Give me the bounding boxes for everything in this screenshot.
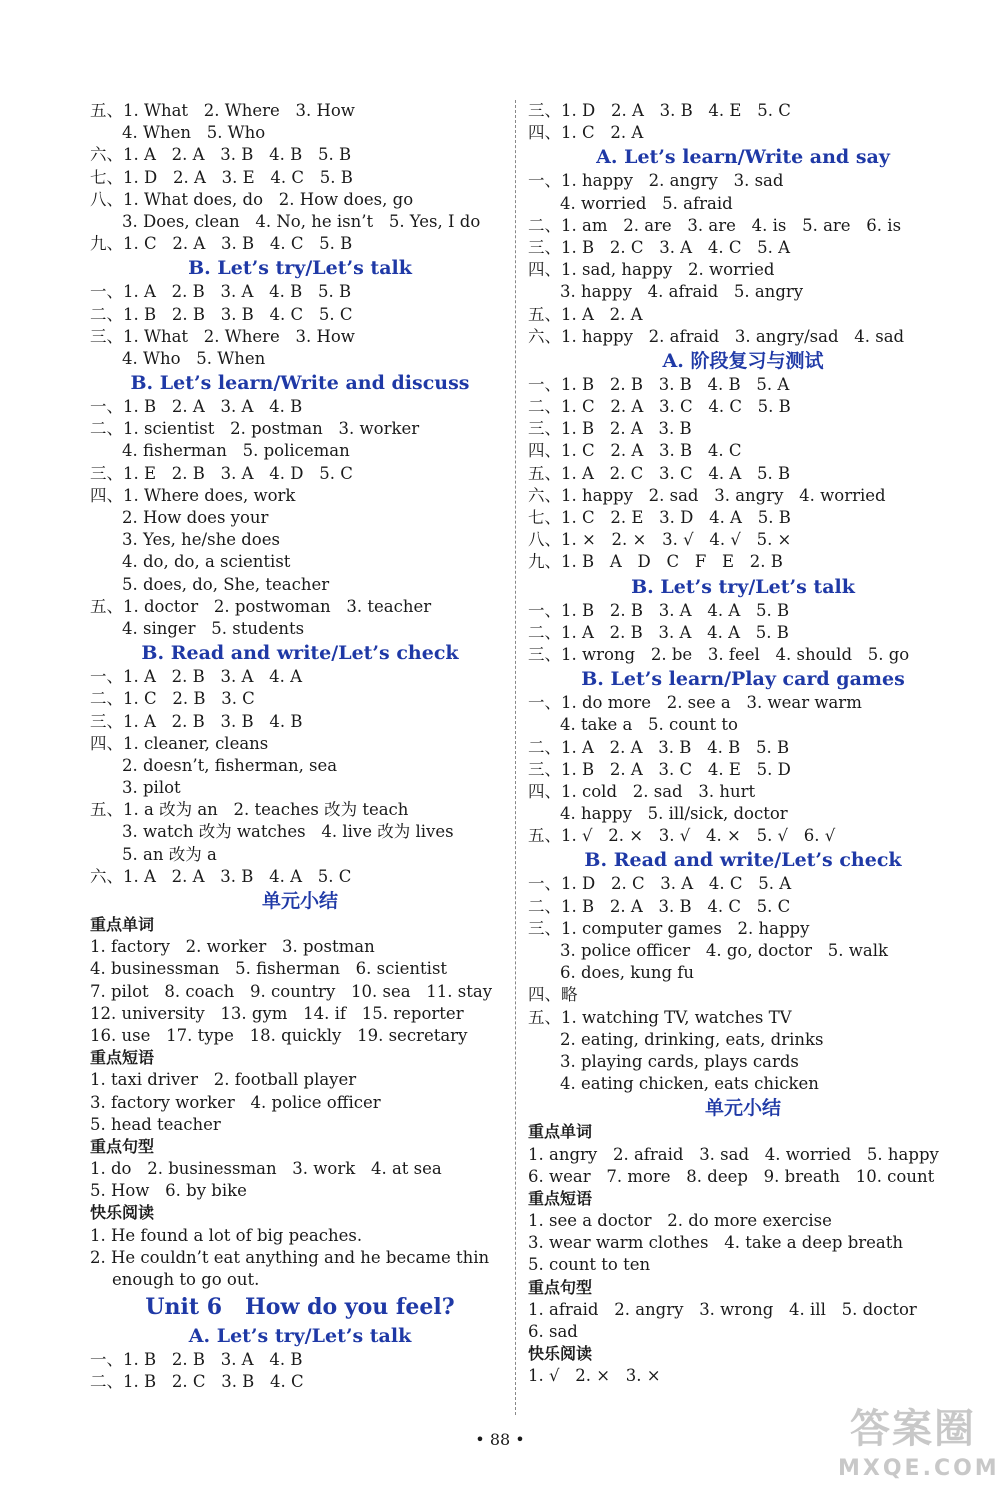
answer-line: 四、1. cleaner, cleans bbox=[90, 733, 269, 753]
answer-line: 三、1. B 2. C 3. A 4. C 5. A bbox=[528, 237, 791, 257]
section-heading: 单元小结 bbox=[704, 1097, 781, 1120]
subsection-label: 快乐阅读 bbox=[90, 1203, 155, 1223]
answer-line: 二、1. scientist 2. postman 3. worker bbox=[90, 419, 420, 439]
section-heading: A. 阶段复习与测试 bbox=[662, 349, 824, 372]
watermark-logo bbox=[838, 1403, 1000, 1498]
answer-line-continued: enough to go out. bbox=[112, 1270, 260, 1289]
answer-line-continued: 3. pilot bbox=[122, 778, 181, 798]
column-divider bbox=[515, 100, 516, 1415]
subsection-label: 快乐阅读 bbox=[528, 1344, 593, 1364]
answer-line-continued: 5. an 改为 a bbox=[122, 844, 217, 864]
subsection-label: 重点单词 bbox=[528, 1122, 593, 1142]
subsection-label: 重点短语 bbox=[90, 1048, 155, 1068]
answer-line: 二、1. B 2. B 3. B 4. C 5. C bbox=[90, 304, 353, 324]
answer-line: 四、1. sad, happy 2. worried bbox=[528, 260, 775, 280]
answer-line: 三、1. B 2. A 3. C 4. E 5. D bbox=[528, 759, 791, 779]
answer-line: 2. He couldn’t eat anything and he became thin bbox=[90, 1247, 490, 1267]
answer-line: 五、1. watching TV, watches TV bbox=[528, 1007, 792, 1027]
page-number: • 88 • bbox=[475, 1430, 525, 1449]
answer-line: 四、1. C 2. A 3. B 4. C bbox=[528, 441, 742, 461]
answer-line-continued: 2. eating, drinking, eats, drinks bbox=[560, 1029, 824, 1049]
answer-line-continued: 4. happy 5. ill/sick, doctor bbox=[560, 804, 788, 824]
answer-line-continued: 4. Who 5. When bbox=[122, 348, 266, 368]
answer-line: 1. afraid 2. angry 3. wrong 4. ill 5. doctor bbox=[528, 1299, 917, 1319]
answer-line: 五、1. doctor 2. postwoman 3. teacher bbox=[90, 596, 432, 616]
answer-line: 九、1. C 2. A 3. B 4. C 5. B bbox=[90, 234, 353, 254]
answer-line-continued: 3. watch 改为 watches 4. live 改为 lives bbox=[122, 822, 454, 842]
answer-line: 3. wear warm clothes 4. take a deep breath bbox=[528, 1233, 904, 1253]
answer-line: 四、1. Where does, work bbox=[90, 485, 296, 505]
answer-line-continued: 4. When 5. Who bbox=[122, 123, 266, 143]
section-heading: A. Let’s learn/Write and say bbox=[596, 146, 890, 169]
answer-line: 三、1. wrong 2. be 3. feel 4. should 5. go bbox=[528, 644, 910, 664]
section-heading: A. Let’s try/Let’s talk bbox=[188, 1325, 412, 1348]
unit-heading: Unit 6 How do you feel? bbox=[145, 1294, 455, 1321]
section-heading: B. Read and write/Let’s check bbox=[141, 642, 459, 665]
answer-line-continued: 3. happy 4. afraid 5. angry bbox=[560, 282, 804, 302]
answer-line: 一、1. B 2. B 3. B 4. B 5. A bbox=[528, 374, 790, 394]
answer-line-continued: 3. Yes, he/she does bbox=[122, 530, 280, 550]
answer-line: 5. count to ten bbox=[528, 1255, 651, 1275]
answer-line: 七、1. C 2. E 3. D 4. A 5. B bbox=[528, 508, 791, 527]
answer-line: 一、1. D 2. C 3. A 4. C 5. A bbox=[528, 874, 792, 894]
answer-line: 三、1. B 2. A 3. B bbox=[528, 419, 692, 439]
answer-line: 7. pilot 8. coach 9. country 10. sea 11. stay bbox=[90, 981, 493, 1001]
answer-line: 三、1. E 2. B 3. A 4. D 5. C bbox=[90, 463, 353, 483]
answer-line: 五、1. A 2. A bbox=[528, 304, 643, 324]
answer-line-continued: 2. How does your bbox=[122, 508, 269, 527]
answer-line: 二、1. A 2. A 3. B 4. B 5. B bbox=[528, 737, 790, 757]
answer-line: 三、1. computer games 2. happy bbox=[528, 918, 810, 938]
answer-line: 一、1. B 2. B 3. A 4. B bbox=[90, 1350, 303, 1370]
answer-line: 二、1. C 2. B 3. C bbox=[90, 689, 255, 709]
answer-line: 二、1. B 2. C 3. B 4. C bbox=[90, 1372, 304, 1392]
subsection-label: 重点单词 bbox=[90, 915, 155, 934]
answer-line: 六、1. A 2. A 3. B 4. A 5. C bbox=[90, 866, 352, 886]
section-heading: B. Let’s try/Let’s talk bbox=[188, 257, 412, 280]
answer-line: 6. sad bbox=[528, 1322, 578, 1341]
answer-line: 一、1. A 2. B 3. A 4. A bbox=[90, 667, 303, 687]
answer-line: 1. factory 2. worker 3. postman bbox=[90, 937, 375, 957]
answer-line: 九、1. B A D C F E 2. B bbox=[528, 552, 783, 572]
answer-line: 四、1. cold 2. sad 3. hurt bbox=[528, 781, 756, 801]
answer-line: 6. wear 7. more 8. deep 9. breath 10. count bbox=[528, 1166, 935, 1186]
answer-line: 二、1. C 2. A 3. C 4. C 5. B bbox=[528, 397, 791, 417]
answer-line-continued: 6. does, kung fu bbox=[560, 963, 694, 983]
answer-line: 四、1. C 2. A bbox=[528, 123, 644, 143]
section-heading: B. Let’s learn/Write and discuss bbox=[130, 372, 470, 395]
section-heading: 单元小结 bbox=[261, 890, 338, 912]
answer-line-continued: 5. does, do, She, teacher bbox=[122, 574, 330, 594]
answer-line-continued: 4. do, do, a scientist bbox=[122, 552, 291, 572]
answer-line: 1. taxi driver 2. football player bbox=[90, 1070, 357, 1090]
answer-line: 七、1. D 2. A 3. E 4. C 5. B bbox=[90, 167, 353, 187]
answer-line-continued: 4. take a 5. count to bbox=[560, 715, 738, 735]
answer-line: 三、1. D 2. A 3. B 4. E 5. C bbox=[528, 101, 791, 120]
answer-line: 一、1. happy 2. angry 3. sad bbox=[528, 171, 784, 191]
answer-line: 五、1. a 改为 an 2. teaches 改为 teach bbox=[90, 800, 409, 820]
answer-line-continued: 4. eating chicken, eats chicken bbox=[560, 1074, 819, 1094]
answer-line: 二、1. A 2. B 3. A 4. A 5. B bbox=[528, 622, 789, 642]
answer-line-continued: 3. playing cards, plays cards bbox=[560, 1051, 799, 1071]
watermark-url: MXQE.COM bbox=[838, 1456, 1000, 1481]
answer-line-continued: 2. doesn’t, fisherman, sea bbox=[122, 755, 338, 775]
section-heading: B. Let’s learn/Play card games bbox=[581, 668, 905, 691]
answer-line: 一、1. B 2. B 3. A 4. A 5. B bbox=[528, 600, 790, 620]
section-heading: B. Let’s try/Let’s talk bbox=[631, 575, 855, 598]
answer-line-continued: 3. Does, clean 4. No, he isn’t 5. Yes, I do bbox=[122, 211, 481, 231]
answer-line: 12. university 13. gym 14. if 15. reporter bbox=[90, 1003, 464, 1023]
answer-line: 二、1. B 2. A 3. B 4. C 5. C bbox=[528, 896, 791, 916]
answer-line-continued: 4. worried 5. afraid bbox=[560, 193, 733, 213]
answer-line-continued: 3. police officer 4. go, doctor 5. walk bbox=[560, 941, 888, 960]
answer-line: 5. head teacher bbox=[90, 1114, 221, 1134]
answer-line: 1. He found a lot of big peaches. bbox=[90, 1225, 363, 1245]
subsection-label: 重点句型 bbox=[90, 1136, 155, 1156]
answer-line: 五、1. What 2. Where 3. How bbox=[90, 101, 355, 120]
left-answer-column bbox=[90, 100, 510, 1394]
answer-line: 八、1. What does, do 2. How does, go bbox=[90, 189, 414, 209]
answer-line: 一、1. do more 2. see a 3. wear warm bbox=[528, 693, 862, 713]
answer-line: 五、1. √ 2. × 3. √ 4. × 5. √ 6. √ bbox=[528, 826, 836, 846]
answer-line: 一、1. B 2. A 3. A 4. B bbox=[90, 397, 303, 417]
answer-line: 六、1. happy 2. sad 3. angry 4. worried bbox=[528, 485, 886, 505]
answer-line: 16. use 17. type 18. quickly 19. secretary bbox=[90, 1025, 468, 1045]
answer-line: 1. see a doctor 2. do more exercise bbox=[528, 1211, 832, 1231]
answer-line-continued: 4. fisherman 5. policeman bbox=[122, 441, 350, 461]
answer-line-continued: 4. singer 5. students bbox=[122, 618, 305, 638]
answer-line: 五、1. A 2. C 3. C 4. A 5. B bbox=[528, 463, 791, 483]
subsection-label: 重点短语 bbox=[528, 1188, 593, 1208]
answer-line: 1. √ 2. × 3. × bbox=[528, 1366, 661, 1386]
subsection-label: 重点句型 bbox=[528, 1277, 593, 1297]
answer-line: 二、1. am 2. are 3. are 4. is 5. are 6. is bbox=[528, 215, 902, 235]
answer-line: 4. businessman 5. fisherman 6. scientist bbox=[90, 959, 448, 979]
right-answer-column bbox=[528, 100, 958, 1388]
answer-line: 1. angry 2. afraid 3. sad 4. worried 5. happy bbox=[528, 1144, 939, 1164]
answer-line: 5. How 6. by bike bbox=[90, 1181, 247, 1201]
answer-line: 六、1. happy 2. afraid 3. angry/sad 4. sad bbox=[528, 326, 905, 346]
answer-line: 四、略 bbox=[528, 985, 578, 1005]
section-heading: B. Read and write/Let’s check bbox=[584, 849, 902, 872]
watermark-text: 答案圈 bbox=[850, 1406, 976, 1452]
answer-line: 三、1. A 2. B 3. B 4. B bbox=[90, 711, 303, 731]
answer-line: 1. do 2. businessman 3. work 4. at sea bbox=[90, 1159, 442, 1179]
answer-line: 3. factory worker 4. police officer bbox=[90, 1092, 381, 1112]
answer-line: 一、1. A 2. B 3. A 4. B 5. B bbox=[90, 282, 352, 302]
answer-line: 八、1. × 2. × 3. √ 4. √ 5. × bbox=[528, 530, 792, 550]
answer-line: 六、1. A 2. A 3. B 4. B 5. B bbox=[90, 145, 352, 165]
answer-line: 三、1. What 2. Where 3. How bbox=[90, 326, 355, 346]
